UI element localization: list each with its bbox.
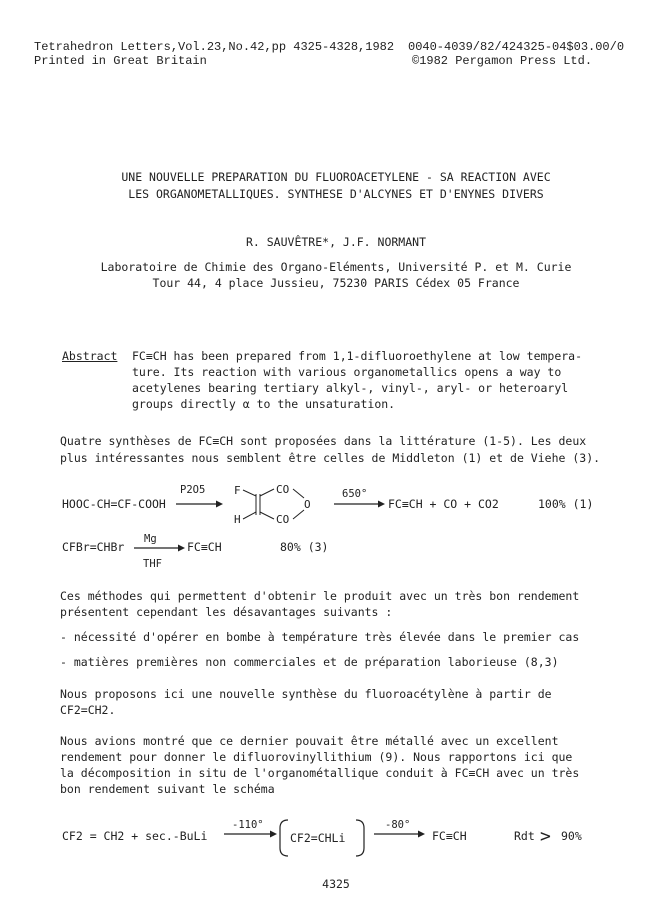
paragraph-4-line: la décomposition in situ de l'organométallique conduit à FC≡CH avec un très <box>60 766 580 780</box>
scheme1-arrowhead-2 <box>378 501 385 508</box>
bond <box>260 512 274 519</box>
scheme1-products: FC≡CH + CO + CO2 <box>388 497 499 511</box>
scheme3-reactants: CF2 = CH2 + sec.-BuLi <box>62 829 208 843</box>
title-line-2: LES ORGANOMETALLIQUES. SYNTHESE D'ALCYNES ET D'ENYNES DIVERS <box>128 187 544 201</box>
bond <box>243 512 256 519</box>
scheme-new-synthesis <box>0 814 672 860</box>
page-number: 4325 <box>322 877 350 891</box>
paragraph-1-line: plus intéressantes nous semblent être celles de Middleton (1) et de Viehe (3). <box>60 451 601 465</box>
paragraph-2-line: Ces méthodes qui permettent d'obtenir le produit avec un très bon rendement <box>60 589 580 603</box>
printed-location: Printed in Great Britain <box>34 54 207 68</box>
scheme1-reactant: HOOC-CH=CF-COOH <box>62 497 166 511</box>
bond <box>293 510 304 519</box>
scheme3-arrowhead-2 <box>418 831 425 838</box>
scheme3-arrowhead-1 <box>270 831 277 838</box>
paragraph-3-line: CF2=CH2. <box>60 703 116 717</box>
scheme1-arrowhead-1 <box>216 501 223 508</box>
scheme2-yield: 80% (3) <box>280 540 329 554</box>
abstract-line: FC≡CH has been prepared from 1,1-difluoroethylene at low tempera- <box>132 349 583 363</box>
scheme2-solvent: THF <box>143 558 162 570</box>
scheme3-intermediate: CF2=CHLi <box>290 831 346 845</box>
scheme1-yield: 100% (1) <box>538 497 594 511</box>
paragraph-4-line: bon rendement suivant le schéma <box>60 782 275 796</box>
affiliation-line-1: Laboratoire de Chimie des Organo-Eléments, Université P. et M. Curie <box>100 260 572 274</box>
title-line-1: UNE NOUVELLE PREPARATION DU FLUOROACETYLENE - SA REACTION AVEC <box>121 170 551 184</box>
scheme-viehe <box>0 532 672 574</box>
scheme1-co-bottom: CO <box>276 513 290 526</box>
scheme1-h-label: H <box>234 513 241 526</box>
bond <box>243 490 256 496</box>
paragraph-3-line: Nous proposons ici une nouvelle synthèse du fluoroacétylène à partir de <box>60 687 552 701</box>
bullet-item: - matières premières non commerciales et de préparation laborieuse (8,3) <box>60 655 559 669</box>
affiliation-line-2: Tour 44, 4 place Jussieu, 75230 PARIS Cédex 05 France <box>152 276 520 290</box>
copyright: ©1982 Pergamon Press Ltd. <box>412 54 593 68</box>
paragraph-2-line: présentent cependant les désavantages suivants : <box>60 605 393 619</box>
scheme2-arrowhead <box>178 545 185 552</box>
article-code: 0040-4039/82/424325-04$03.00/0 <box>408 40 625 54</box>
scheme1-reagent: P2O5 <box>180 484 206 496</box>
scheme3-yield-label: Rdt <box>514 829 535 843</box>
scheme1-f-label: F <box>234 484 241 497</box>
scheme1-temperature: 650° <box>342 488 368 500</box>
paragraph-1-line: Quatre synthèses de FC≡CH sont proposées dans la littérature (1-5). Les deux <box>60 434 587 448</box>
scheme2-reagent: Mg <box>144 533 157 545</box>
journal-citation: Tetrahedron Letters,Vol.23,No.42,pp 4325-4328,1982 <box>34 40 395 54</box>
abstract-label: Abstract <box>62 349 118 363</box>
scheme2-reactant: CFBr=CHBr <box>62 540 125 554</box>
scheme3-temp-2: -80° <box>385 819 411 831</box>
bond <box>293 489 304 498</box>
scheme3-yield-value: 90% <box>561 829 582 843</box>
scheme3-temp-1: -110° <box>232 819 264 831</box>
scheme3-product: FC≡CH <box>432 829 467 843</box>
authors: R. SAUVÊTRE*, J.F. NORMANT <box>245 235 426 249</box>
bracket-left <box>280 820 288 856</box>
paragraph-4-line: rendement pour donner le difluorovinyllithium (9). Nous rapportons ici que <box>60 750 573 764</box>
scheme1-o-label: O <box>304 498 311 511</box>
bullet-item: - nécessité d'opérer en bombe à température très élevée dans le premier cas <box>60 630 580 644</box>
scheme2-product: FC≡CH <box>187 540 222 554</box>
bond <box>260 489 274 496</box>
scheme-middleton <box>0 478 672 540</box>
bracket-right <box>356 820 364 856</box>
paragraph-4-line: Nous avions montré que ce dernier pouvait être métallé avec un excellent <box>60 734 559 748</box>
scheme3-yield-sign: > <box>540 826 551 847</box>
scheme1-co-top: CO <box>276 483 290 496</box>
abstract-line: acetylenes bearing tertiary alkyl-, vinyl-, aryl- or heteroaryl <box>132 381 569 395</box>
abstract-line: groups directly α to the unsaturation. <box>132 397 396 411</box>
abstract-line: ture. Its reaction with various organometallics opens a way to <box>132 365 562 379</box>
